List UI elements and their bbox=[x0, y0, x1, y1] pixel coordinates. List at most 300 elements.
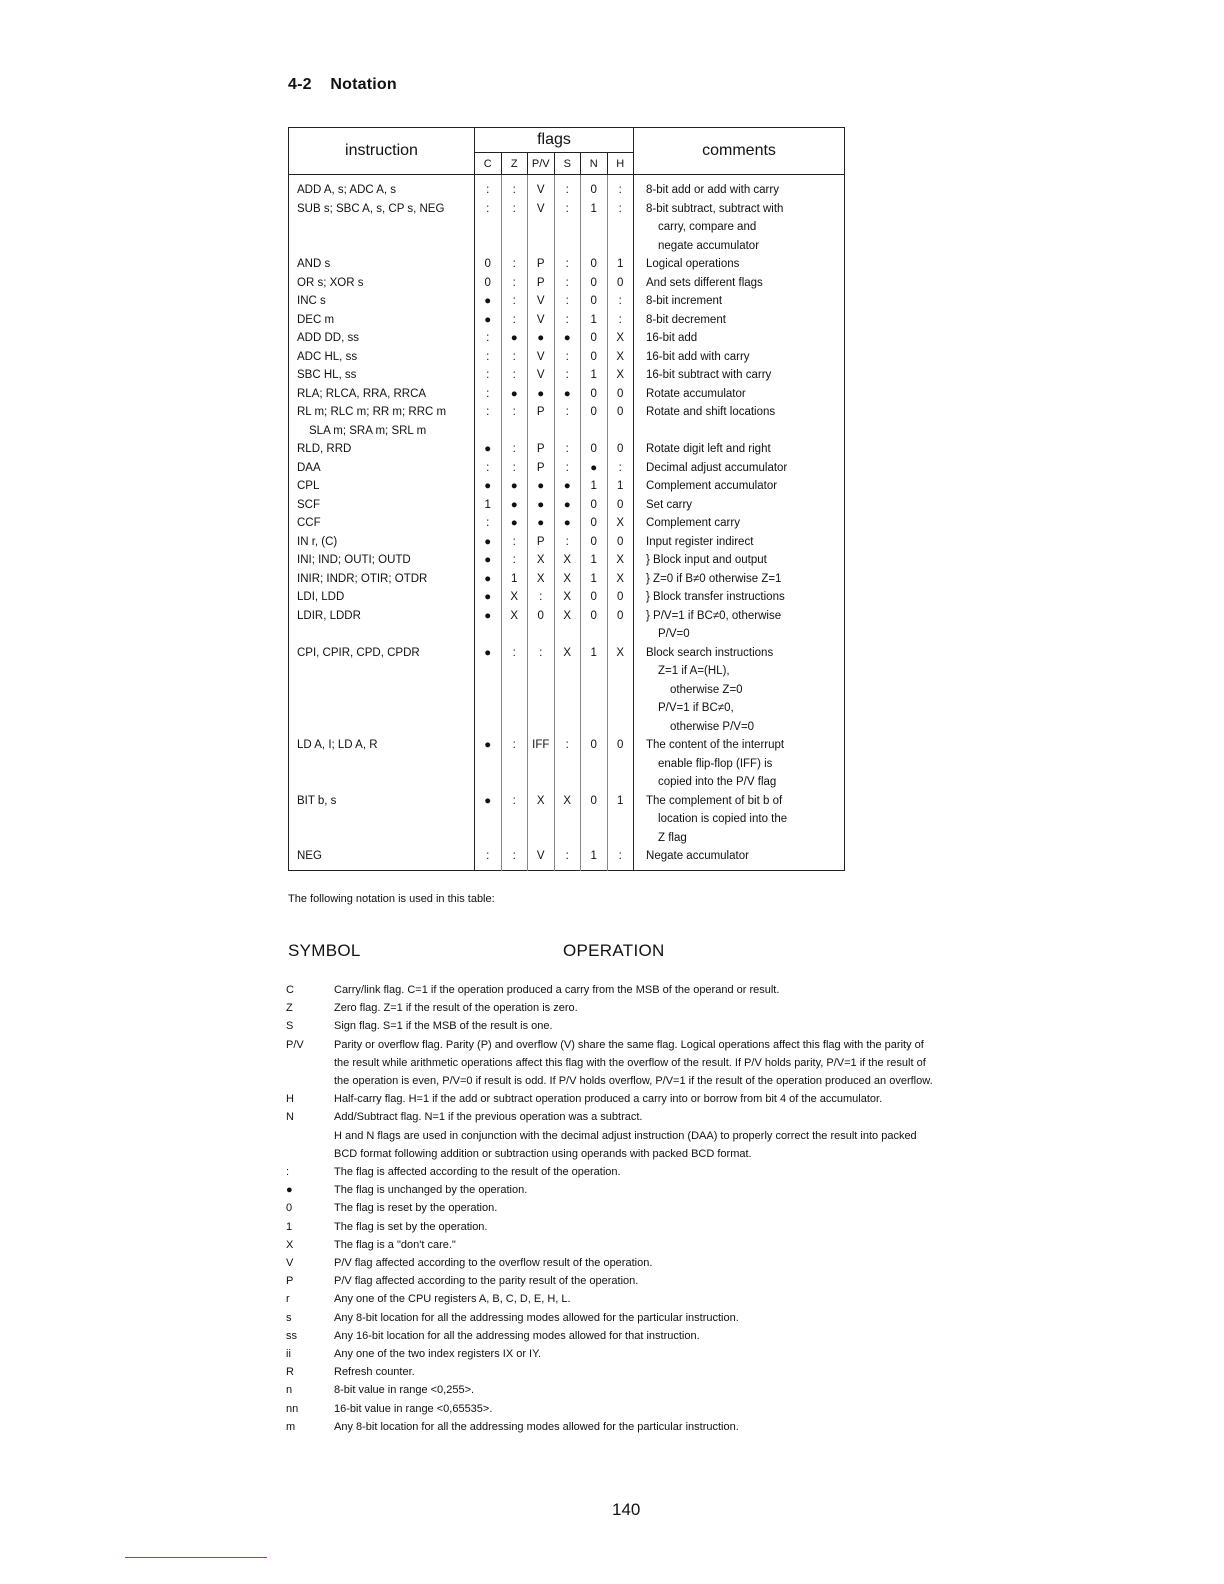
flag-cell: P bbox=[528, 403, 555, 422]
flag-cell: ● bbox=[581, 459, 608, 478]
legend-item bbox=[286, 1290, 936, 1308]
table-row bbox=[289, 681, 845, 700]
flag-cell: 0 bbox=[607, 274, 634, 293]
flag-cell bbox=[475, 218, 502, 237]
legend-item bbox=[286, 1017, 936, 1035]
flag-cell: 0 bbox=[581, 736, 608, 755]
instruction-cell bbox=[289, 810, 475, 829]
flag-cell bbox=[581, 755, 608, 774]
flag-cell: : bbox=[607, 847, 634, 870]
table-row bbox=[289, 773, 845, 792]
table-row bbox=[289, 847, 845, 870]
flag-cell: : bbox=[607, 459, 634, 478]
flag-cell: : bbox=[501, 440, 528, 459]
flag-cell: : bbox=[501, 311, 528, 330]
legend-symbol: s bbox=[286, 1311, 292, 1324]
flag-cell: ● bbox=[554, 329, 581, 348]
legend-item bbox=[286, 1236, 936, 1254]
legend-description: H and N flags are used in conjunction with the decimal adjust instruction (DAA) to properly correct the result into packed BCD format following addition or subtraction using operands with packed BCD format. bbox=[334, 1129, 917, 1160]
comment-cell: Rotate accumulator bbox=[646, 387, 746, 400]
table-row bbox=[289, 422, 845, 441]
instruction-cell: ADD DD, ss bbox=[289, 329, 475, 348]
flag-cell: : bbox=[528, 644, 555, 663]
legend-description: Parity or overflow flag. Parity (P) and overflow (V) share the same flag. Logical operations affect this flag with the parity of the result while arithmetic operations affect this flag with the overflow of the result. If P/V holds parity, P/V=1 if the result of the operation is even, P/V=0 if result is odd. If P/V holds overflow, P/V=1 if the result of the operation produced an overflow. bbox=[334, 1038, 933, 1088]
flag-cell: : bbox=[554, 533, 581, 552]
flag-cell: : bbox=[554, 440, 581, 459]
flag-cell: : bbox=[554, 736, 581, 755]
flag-cell: X bbox=[554, 792, 581, 811]
flag-cell: : bbox=[475, 329, 502, 348]
flag-cell: X bbox=[607, 570, 634, 589]
legend-description: Refresh counter. bbox=[334, 1366, 415, 1379]
flag-cell: : bbox=[475, 175, 502, 200]
legend-item bbox=[286, 1036, 936, 1091]
comment-cell: P/V=1 if BC≠0, bbox=[658, 702, 734, 714]
flag-cell: V bbox=[528, 348, 555, 367]
table-row bbox=[289, 755, 845, 774]
flag-cell bbox=[501, 829, 528, 848]
comment-cell: Block search instructions bbox=[646, 646, 774, 659]
flag-cell bbox=[607, 755, 634, 774]
legend-symbol: n bbox=[286, 1384, 293, 1397]
flag-cell: X bbox=[528, 570, 555, 589]
flag-column-header: H bbox=[607, 153, 634, 175]
flag-cell: ● bbox=[528, 385, 555, 404]
flag-cell: P bbox=[528, 459, 555, 478]
table-row bbox=[289, 588, 845, 607]
instruction-cell bbox=[289, 718, 475, 737]
legend-symbol: ss bbox=[286, 1329, 297, 1342]
flag-cell: : bbox=[554, 366, 581, 385]
notation-legend bbox=[286, 981, 936, 1436]
flag-cell: 1 bbox=[607, 477, 634, 496]
comment-cell: Rotate digit left and right bbox=[646, 443, 771, 455]
flag-cell: ● bbox=[528, 514, 555, 533]
flag-cell: ● bbox=[501, 477, 528, 496]
flag-cell bbox=[528, 625, 555, 644]
flag-cell bbox=[554, 755, 581, 774]
flag-cell: ● bbox=[528, 496, 555, 515]
comment-cell: otherwise P/V=0 bbox=[670, 720, 755, 733]
comment-cell: Complement carry bbox=[646, 517, 740, 529]
table-row bbox=[289, 496, 845, 515]
flag-cell: 0 bbox=[475, 255, 502, 274]
flag-cell: : bbox=[475, 514, 502, 533]
flag-cell: 0 bbox=[581, 533, 608, 552]
flag-cell: : bbox=[501, 292, 528, 311]
flag-cell: X bbox=[607, 348, 634, 367]
flag-cell: : bbox=[501, 255, 528, 274]
flag-cell: : bbox=[607, 175, 634, 200]
instruction-cell: LDIR, LDDR bbox=[289, 607, 475, 626]
comment-cell: Complement accumulator bbox=[646, 480, 778, 492]
legend-item bbox=[286, 1345, 936, 1363]
flag-cell: : bbox=[501, 175, 528, 200]
flag-cell: : bbox=[501, 533, 528, 552]
legend-symbol: H bbox=[286, 1093, 294, 1106]
flag-cell: : bbox=[554, 403, 581, 422]
flag-cell: 0 bbox=[581, 607, 608, 626]
flag-cell: 0 bbox=[581, 255, 608, 274]
instruction-cell: LDI, LDD bbox=[289, 588, 475, 607]
instruction-cell: AND s bbox=[289, 255, 475, 274]
comment-cell: Z flag bbox=[658, 831, 687, 844]
flag-cell bbox=[501, 681, 528, 700]
instruction-cell: NEG bbox=[289, 847, 475, 870]
legend-item bbox=[286, 1363, 936, 1381]
flag-cell: X bbox=[528, 792, 555, 811]
flag-cell: P bbox=[528, 440, 555, 459]
table-row bbox=[289, 218, 845, 237]
flag-cell: ● bbox=[475, 311, 502, 330]
instruction-cell bbox=[289, 625, 475, 644]
table-row bbox=[289, 403, 845, 422]
table-row bbox=[289, 570, 845, 589]
flag-cell: 0 bbox=[581, 496, 608, 515]
flag-cell: 0 bbox=[475, 274, 502, 293]
flag-cell bbox=[607, 662, 634, 681]
legend-symbol: Z bbox=[286, 1002, 293, 1015]
legend-description: Zero flag. Z=1 if the result of the operation is zero. bbox=[334, 1002, 578, 1015]
table-row bbox=[289, 175, 845, 200]
flag-cell: X bbox=[554, 644, 581, 663]
flag-cell bbox=[607, 718, 634, 737]
flag-cell: ● bbox=[554, 514, 581, 533]
legend-item bbox=[286, 1090, 936, 1108]
flag-cell bbox=[501, 422, 528, 441]
flag-cell: 0 bbox=[581, 792, 608, 811]
flag-cell: ● bbox=[475, 644, 502, 663]
table-row bbox=[289, 477, 845, 496]
flag-cell bbox=[554, 810, 581, 829]
flag-cell: : bbox=[554, 348, 581, 367]
comment-cell: enable flip-flop (IFF) is bbox=[658, 757, 773, 770]
flag-cell: : bbox=[501, 736, 528, 755]
flag-cell: : bbox=[528, 588, 555, 607]
instruction-cell bbox=[289, 662, 475, 681]
flag-cell: ● bbox=[501, 385, 528, 404]
flag-cell: P bbox=[528, 255, 555, 274]
flag-column-header: P/V bbox=[528, 153, 555, 175]
flag-cell bbox=[607, 773, 634, 792]
legend-description: P/V flag affected according to the overflow result of the operation. bbox=[334, 1257, 653, 1270]
comment-cell: location is copied into the bbox=[658, 813, 788, 825]
legend-item bbox=[286, 1400, 936, 1418]
flag-cell bbox=[528, 662, 555, 681]
flag-cell: : bbox=[475, 459, 502, 478]
instruction-cell: INC s bbox=[289, 292, 475, 311]
comment-cell: Set carry bbox=[646, 498, 693, 511]
flag-cell bbox=[475, 829, 502, 848]
instruction-cell: RLD, RRD bbox=[289, 440, 475, 459]
legend-item bbox=[286, 1181, 936, 1199]
flag-cell: : bbox=[501, 847, 528, 870]
flag-cell: : bbox=[554, 175, 581, 200]
table-row bbox=[289, 810, 845, 829]
instruction-cell: DEC m bbox=[289, 311, 475, 330]
flag-cell: 0 bbox=[607, 403, 634, 422]
instruction-cell: SCF bbox=[289, 496, 475, 515]
flag-cell bbox=[475, 810, 502, 829]
table-row bbox=[289, 699, 845, 718]
flag-cell: : bbox=[554, 459, 581, 478]
table-row bbox=[289, 644, 845, 663]
legend-description: Any one of the CPU registers A, B, C, D, E, H, L. bbox=[334, 1293, 571, 1306]
flag-cell bbox=[554, 773, 581, 792]
legend-symbol: X bbox=[286, 1238, 294, 1251]
comment-cell: The content of the interrupt bbox=[646, 739, 785, 751]
flag-column-header: S bbox=[554, 153, 581, 175]
flag-cell: : bbox=[554, 311, 581, 330]
table-row bbox=[289, 274, 845, 293]
flag-cell: 0 bbox=[581, 514, 608, 533]
legend-item bbox=[286, 1309, 936, 1327]
comment-cell bbox=[634, 422, 845, 441]
comment-cell: P/V=0 bbox=[658, 628, 690, 640]
flag-cell: 0 bbox=[581, 403, 608, 422]
comment-cell: 8-bit add or add with carry bbox=[646, 184, 779, 196]
legend-symbol: P/V bbox=[286, 1038, 304, 1051]
flag-cell bbox=[554, 422, 581, 441]
flag-cell bbox=[501, 699, 528, 718]
flag-cell: ● bbox=[501, 496, 528, 515]
instruction-cell: RL m; RLC m; RR m; RRC m bbox=[289, 403, 475, 422]
flag-cell bbox=[581, 829, 608, 848]
flag-cell: 0 bbox=[607, 496, 634, 515]
comment-cell: negate accumulator bbox=[658, 239, 760, 252]
flag-cell bbox=[501, 755, 528, 774]
flag-cell: 0 bbox=[607, 607, 634, 626]
flag-cell: 1 bbox=[501, 570, 528, 589]
flag-cell: V bbox=[528, 311, 555, 330]
legend-item bbox=[286, 1254, 936, 1272]
flag-cell: 0 bbox=[581, 348, 608, 367]
instruction-cell: SUB s; SBC A, s, CP s, NEG bbox=[289, 200, 475, 219]
instruction-cell bbox=[289, 829, 475, 848]
instruction-cell bbox=[289, 699, 475, 718]
flag-cell: X bbox=[607, 329, 634, 348]
flag-cell bbox=[475, 237, 502, 256]
comment-cell: 8-bit subtract, subtract with bbox=[646, 202, 784, 215]
flag-cell bbox=[607, 829, 634, 848]
flag-cell bbox=[475, 681, 502, 700]
flag-cell: : bbox=[475, 385, 502, 404]
flag-cell: : bbox=[475, 200, 502, 219]
table-row bbox=[289, 662, 845, 681]
flags-header: flags bbox=[475, 128, 634, 153]
table-row bbox=[289, 255, 845, 274]
flag-cell: : bbox=[475, 366, 502, 385]
legend-description: Add/Subtract flag. N=1 if the previous operation was a subtract. bbox=[334, 1111, 643, 1124]
flag-cell bbox=[528, 699, 555, 718]
legend-item bbox=[286, 981, 936, 999]
legend-description: Any 16-bit location for all the addressing modes allowed for that instruction. bbox=[334, 1329, 700, 1342]
instruction-cell: LD A, I; LD A, R bbox=[289, 736, 475, 755]
legend-description: Carry/link flag. C=1 if the operation produced a carry from the MSB of the operand or result. bbox=[334, 984, 780, 996]
flag-cell bbox=[528, 718, 555, 737]
flag-cell bbox=[607, 422, 634, 441]
comment-cell: And sets different flags bbox=[646, 276, 763, 289]
flag-cell: 1 bbox=[607, 792, 634, 811]
flag-cell bbox=[528, 218, 555, 237]
legend-description: The flag is reset by the operation. bbox=[334, 1202, 498, 1215]
comment-cell: copied into the P/V flag bbox=[658, 776, 777, 788]
instruction-header: instruction bbox=[289, 128, 475, 175]
legend-item bbox=[286, 1108, 936, 1126]
footer-rule bbox=[125, 1557, 267, 1558]
flag-cell: : bbox=[501, 348, 528, 367]
comment-cell: carry, compare and bbox=[658, 221, 757, 233]
legend-description: The flag is affected according to the result of the operation. bbox=[334, 1166, 621, 1179]
comment-cell: 8-bit increment bbox=[646, 295, 723, 307]
instruction-cell: ADD A, s; ADC A, s bbox=[289, 175, 475, 200]
legend-item bbox=[286, 1163, 936, 1181]
comment-cell: Z=1 if A=(HL), bbox=[658, 665, 730, 677]
flag-table bbox=[288, 127, 845, 871]
table-row bbox=[289, 533, 845, 552]
flag-cell bbox=[607, 681, 634, 700]
flag-cell: X bbox=[554, 588, 581, 607]
instruction-cell bbox=[289, 237, 475, 256]
flag-cell bbox=[554, 662, 581, 681]
comment-cell: } Z=0 if B≠0 otherwise Z=1 bbox=[646, 572, 782, 585]
flag-cell: : bbox=[554, 200, 581, 219]
legend-symbol: 1 bbox=[286, 1220, 293, 1233]
flag-cell: 0 bbox=[581, 588, 608, 607]
flag-cell: 0 bbox=[581, 329, 608, 348]
instruction-cell: SBC HL, ss bbox=[289, 366, 475, 385]
legend-symbol bbox=[286, 1127, 334, 1163]
legend-symbol: nn bbox=[286, 1402, 299, 1415]
flag-cell: X bbox=[501, 607, 528, 626]
flag-cell bbox=[528, 773, 555, 792]
instruction-cell: RLA; RLCA, RRA, RRCA bbox=[289, 385, 475, 404]
instruction-cell bbox=[289, 218, 475, 237]
flag-cell: ● bbox=[554, 385, 581, 404]
comment-cell: otherwise Z=0 bbox=[670, 683, 743, 696]
legend-item bbox=[286, 1218, 936, 1236]
flag-column-header: Z bbox=[501, 153, 528, 175]
flag-cell: ● bbox=[475, 736, 502, 755]
flag-cell: : bbox=[501, 792, 528, 811]
instruction-cell: CPL bbox=[289, 477, 475, 496]
flag-cell bbox=[475, 625, 502, 644]
flag-column-header: C bbox=[475, 153, 502, 175]
flag-cell: : bbox=[501, 644, 528, 663]
flag-cell: : bbox=[607, 200, 634, 219]
flag-cell bbox=[581, 773, 608, 792]
flag-cell: V bbox=[528, 366, 555, 385]
flag-cell: 1 bbox=[581, 570, 608, 589]
table-note: The following notation is used in this table: bbox=[288, 893, 495, 905]
flag-cell bbox=[528, 810, 555, 829]
table-row bbox=[289, 292, 845, 311]
comment-cell: 16-bit add bbox=[646, 332, 698, 344]
flag-cell: 1 bbox=[581, 847, 608, 870]
legend-item bbox=[286, 999, 936, 1017]
flag-cell bbox=[501, 718, 528, 737]
flag-cell: : bbox=[607, 292, 634, 311]
legend-description: 16-bit value in range <0,65535>. bbox=[334, 1402, 493, 1415]
table-row bbox=[289, 237, 845, 256]
comment-cell: Decimal adjust accumulator bbox=[646, 461, 788, 474]
flag-cell bbox=[501, 237, 528, 256]
flag-cell bbox=[475, 662, 502, 681]
flag-cell bbox=[554, 718, 581, 737]
flag-cell: X bbox=[554, 570, 581, 589]
instruction-cell: SLA m; SRA m; SRL m bbox=[289, 422, 475, 441]
flag-cell: ● bbox=[475, 792, 502, 811]
legend-symbol: V bbox=[286, 1257, 294, 1270]
flag-cell: X bbox=[501, 588, 528, 607]
flag-cell: : bbox=[554, 292, 581, 311]
table-row bbox=[289, 792, 845, 811]
comment-cell: } Block input and output bbox=[646, 554, 767, 566]
instruction-cell: INIR; INDR; OTIR; OTDR bbox=[289, 570, 475, 589]
flag-cell bbox=[501, 662, 528, 681]
flag-cell bbox=[528, 681, 555, 700]
table-row bbox=[289, 736, 845, 755]
flag-cell: ● bbox=[475, 440, 502, 459]
flag-cell: ● bbox=[475, 570, 502, 589]
flag-cell bbox=[607, 237, 634, 256]
flag-cell bbox=[475, 773, 502, 792]
flag-cell bbox=[528, 237, 555, 256]
flag-cell bbox=[607, 218, 634, 237]
flag-cell: X bbox=[607, 551, 634, 570]
instruction-cell bbox=[289, 773, 475, 792]
instruction-cell: BIT b, s bbox=[289, 792, 475, 811]
flag-cell bbox=[581, 810, 608, 829]
instruction-cell: IN r, (C) bbox=[289, 533, 475, 552]
legend-item bbox=[286, 1327, 936, 1345]
section-title: Notation bbox=[330, 76, 397, 93]
flag-cell bbox=[607, 810, 634, 829]
legend-symbol: S bbox=[286, 1020, 294, 1033]
table-row bbox=[289, 514, 845, 533]
flag-cell: : bbox=[607, 311, 634, 330]
flag-cell: 0 bbox=[581, 274, 608, 293]
legend-symbol: R bbox=[286, 1366, 294, 1379]
instruction-cell: OR s; XOR s bbox=[289, 274, 475, 293]
flag-cell: 1 bbox=[607, 255, 634, 274]
flag-cell bbox=[475, 699, 502, 718]
flag-cell bbox=[528, 829, 555, 848]
flag-cell bbox=[528, 755, 555, 774]
flag-cell bbox=[581, 718, 608, 737]
legend-description: P/V flag affected according to the parity result of the operation. bbox=[334, 1275, 639, 1288]
legend-symbol: P bbox=[286, 1275, 294, 1288]
table-row bbox=[289, 829, 845, 848]
comments-header: comments bbox=[634, 128, 845, 175]
symbol-header: SYMBOL bbox=[288, 941, 361, 960]
flag-cell: V bbox=[528, 175, 555, 200]
flag-cell: 1 bbox=[581, 477, 608, 496]
flag-cell: 0 bbox=[581, 440, 608, 459]
instruction-cell bbox=[289, 681, 475, 700]
legend-description: Any 8-bit location for all the addressing modes allowed for the particular instruction. bbox=[334, 1420, 739, 1433]
legend-description: The flag is a "don't care." bbox=[334, 1238, 456, 1251]
legend-item bbox=[286, 1127, 936, 1163]
flag-cell: : bbox=[501, 551, 528, 570]
flag-cell bbox=[501, 810, 528, 829]
flag-cell bbox=[475, 718, 502, 737]
table-row bbox=[289, 366, 845, 385]
flag-cell: 0 bbox=[607, 385, 634, 404]
table-row bbox=[289, 385, 845, 404]
legend-symbol: C bbox=[286, 984, 294, 996]
table-row bbox=[289, 607, 845, 626]
